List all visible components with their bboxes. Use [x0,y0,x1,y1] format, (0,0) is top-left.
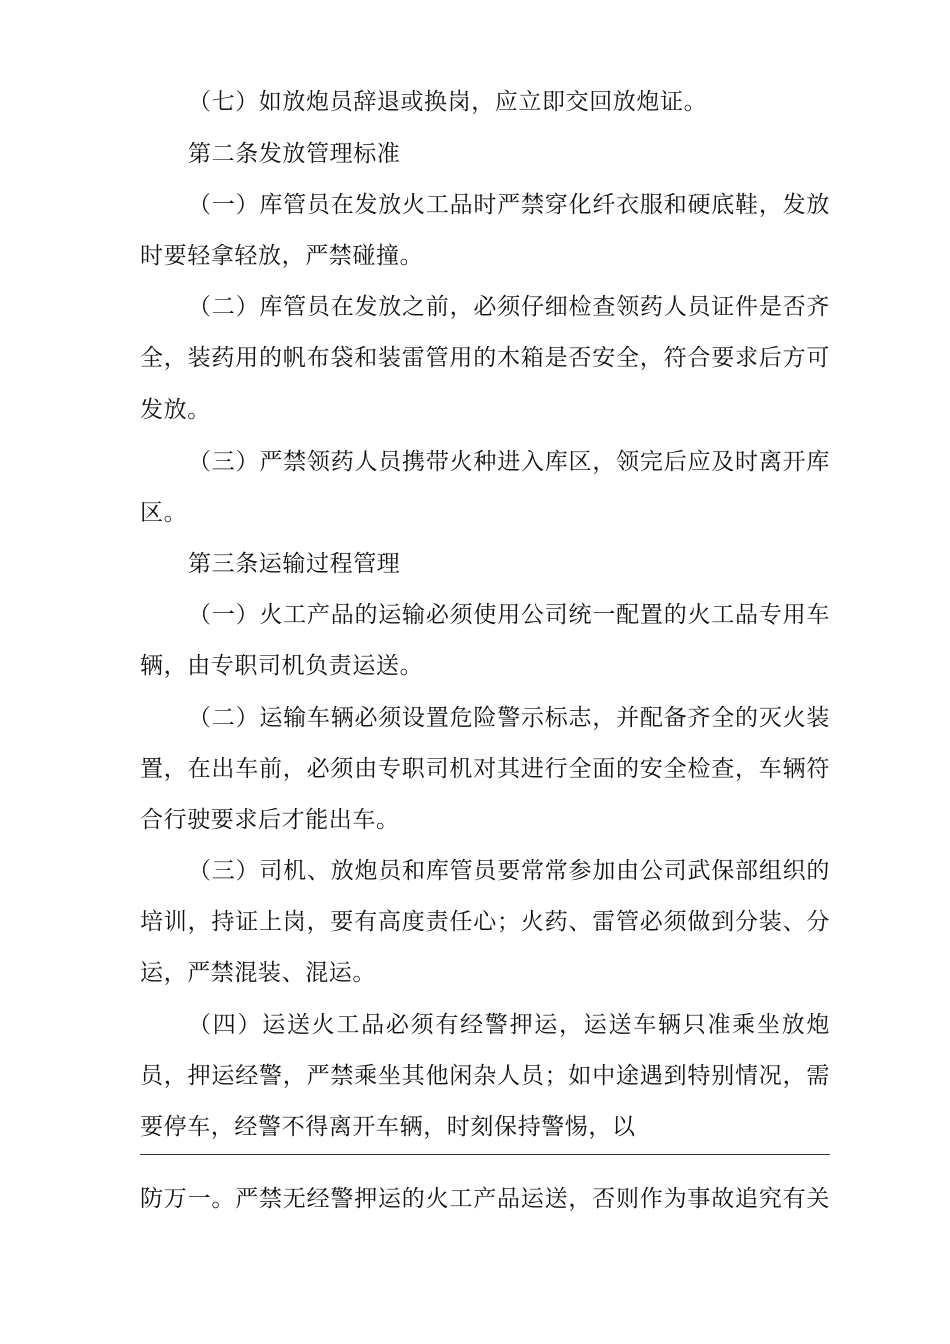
page-break-rule [140,1154,830,1155]
section-heading: 第二条发放管理标准 [188,141,401,167]
paragraph-line: 区。 [140,500,188,526]
section-heading: 第三条运输过程管理 [188,551,401,577]
paragraph-line: （七）如放炮员辞退或换岗，应立即交回放炮证。 [188,89,708,115]
paragraph-line: （四）运送火工品必须有经警押运，运送车辆只准乘坐放炮 [188,1012,830,1038]
paragraph-line: 合行驶要求后才能出车。 [140,807,400,833]
paragraph-line: （一）库管员在发放火工品时严禁穿化纤衣服和硬底鞋，发放 [188,192,830,218]
paragraph-line: （三）司机、放炮员和库管员要常常参加由公司武保部组织的 [188,858,830,884]
paragraph-line: 员，押运经警，严禁乘坐其他闲杂人员；如中途遇到特别情况，需 [140,1063,830,1089]
paragraph-line: （三）严禁领药人员携带火种进入库区，领完后应及时离开库 [188,449,830,475]
paragraph-line: 发放。 [140,397,211,423]
paragraph-line: 防万一。严禁无经警押运的火工产品运送，否则作为事故追究有关 [140,1186,830,1212]
paragraph-line: 运，严禁混装、混运。 [140,960,376,986]
paragraph-line: （二）运输车辆必须设置危险警示标志，并配备齐全的灭火装 [188,705,830,731]
paragraph-line: （二）库管员在发放之前，必须仔细检查领药人员证件是否齐 [188,294,830,320]
paragraph-line: 时要轻拿轻放，严禁碰撞。 [140,243,424,269]
paragraph-line: 置，在出车前，必须由专职司机对其进行全面的安全检查，车辆符 [140,756,830,782]
paragraph-line: 辆，由专职司机负责运送。 [140,653,424,679]
paragraph-line: 要停车，经警不得离开车辆，时刻保持警惕，以 [140,1114,636,1140]
paragraph-line: 培训，持证上岗，要有高度责任心；火药、雷管必须做到分装、分 [140,909,830,935]
paragraph-line: 全，装药用的帆布袋和装雷管用的木箱是否安全，符合要求后方可 [140,345,830,371]
paragraph-line: （一）火工产品的运输必须使用公司统一配置的火工品专用车 [188,602,830,628]
